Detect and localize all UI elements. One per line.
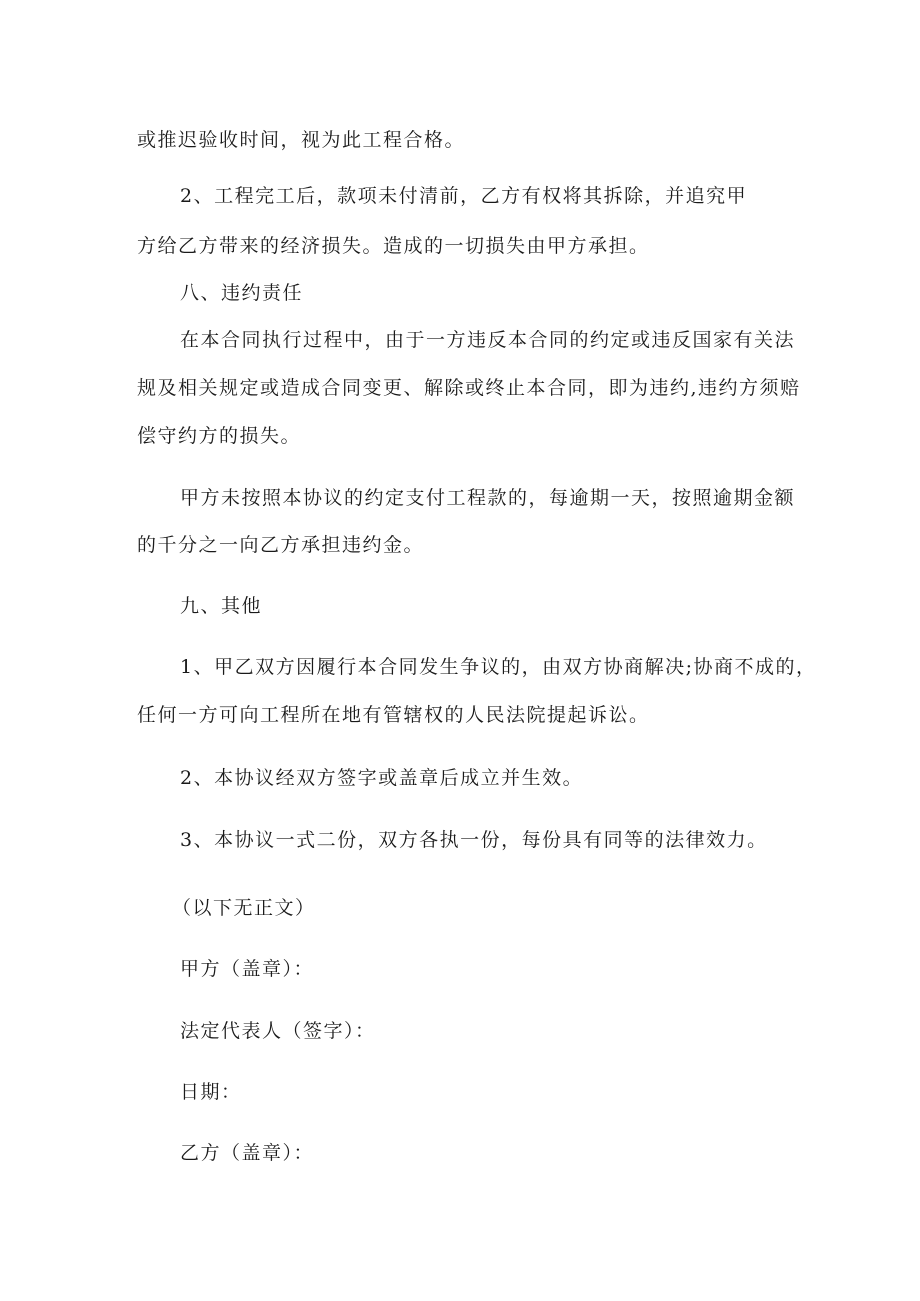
section-heading-9: 九、其他 [180, 595, 263, 617]
clause-1-line-1: 1、甲乙双方因履行本合同发生争议的，由双方协商解决;协商不成的， [180, 656, 817, 678]
party-b-seal-label: 乙方（盖章）： [180, 1142, 315, 1164]
clause-2-effective: 2、本协议经双方签字或盖章后成立并生效。 [180, 767, 584, 789]
clause-3-copies: 3、本协议一式二份，双方各执一份，每份具有同等的法律效力。 [180, 829, 768, 851]
party-a-seal-label: 甲方（盖章）： [180, 958, 315, 980]
paragraph-1-line-1: 在本合同执行过程中，由于一方违反本合同的约定或违反国家有关法 [180, 329, 796, 351]
paragraph-1-line-3: 偿守约方的损失。 [137, 425, 302, 447]
clause-1-line-2: 任何一方可向工程所在地有管辖权的人民法院提起诉讼。 [137, 704, 650, 726]
no-further-text-note: （以下无正文） [172, 897, 316, 919]
text-line-1: 或推迟验收时间，视为此工程合格。 [137, 129, 466, 151]
paragraph-2-line-1: 甲方未按照本协议的约定支付工程款的，每逾期一天，按照逾期金额 [180, 487, 796, 509]
paragraph-2-line-2: 的千分之一向乙方承担违约金。 [137, 534, 425, 556]
clause-2-line-2: 方给乙方带来的经济损失。造成的一切损失由甲方承担。 [137, 235, 650, 257]
paragraph-1-line-2: 规及相关规定或造成合同变更、解除或终止本合同，即为违约,违约方须赔 [137, 377, 801, 399]
date-label: 日期： [180, 1081, 242, 1103]
legal-representative-label: 法定代表人（签字）： [180, 1020, 376, 1042]
section-heading-8: 八、违约责任 [180, 282, 304, 304]
clause-2-line-1: 2、工程完工后，款项未付清前，乙方有权将其拆除，并追究甲 [180, 185, 748, 207]
